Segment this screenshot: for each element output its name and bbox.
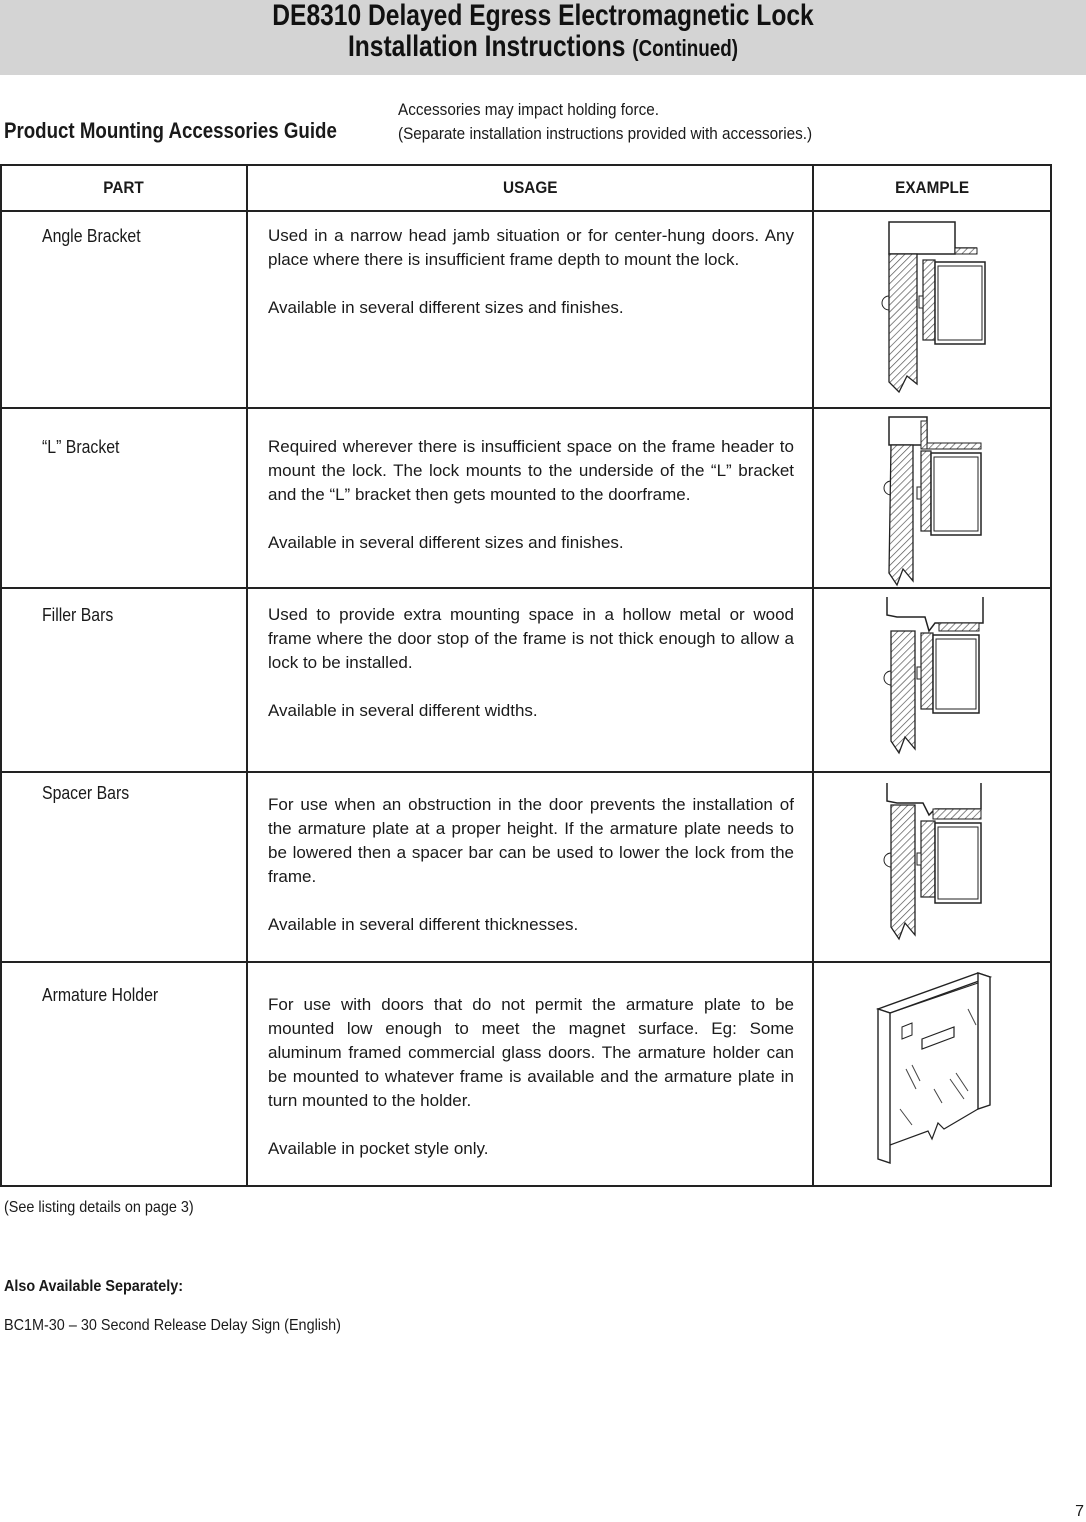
table-row bbox=[1, 408, 1051, 588]
availability-text: Available in several different widths. bbox=[268, 701, 538, 720]
guide-note bbox=[398, 98, 812, 146]
part-name: “L” Bracket bbox=[42, 437, 120, 457]
header-title-line2 bbox=[98, 31, 989, 64]
table-row bbox=[1, 772, 1051, 962]
part-name: Armature Holder bbox=[42, 985, 159, 1005]
col-header-usage bbox=[247, 165, 813, 211]
part-name: Filler Bars bbox=[42, 605, 114, 625]
header-title-main: Installation Instructions bbox=[347, 30, 626, 63]
l-bracket-illustration bbox=[877, 415, 987, 587]
col-header-part bbox=[1, 165, 247, 211]
header-title-line1: DE8310 Delayed Egress Electromagnetic Lock bbox=[272, 0, 814, 32]
example-cell bbox=[813, 962, 1051, 1186]
col-header-part-text: PART bbox=[103, 178, 145, 197]
example-cell bbox=[813, 588, 1051, 772]
part-name: Angle Bracket bbox=[42, 226, 141, 246]
page-header bbox=[0, 0, 1086, 75]
filler-bars-illustration bbox=[877, 595, 987, 755]
usage-text: Required wherever there is insufficient space on the frame header to mount the lock. The lock mounts to the underside of the “L” bracket and the “L” bracket then gets mounted to the doorframe. bbox=[268, 437, 794, 504]
page-number: 7 bbox=[1075, 1503, 1084, 1520]
availability-text: Available in several different sizes and finishes. bbox=[268, 533, 624, 552]
part-cell bbox=[1, 211, 247, 408]
accessories-table bbox=[0, 164, 1052, 1187]
example-cell bbox=[813, 408, 1051, 588]
usage-cell bbox=[247, 211, 813, 408]
part-name: Spacer Bars bbox=[42, 783, 130, 803]
usage-cell bbox=[247, 408, 813, 588]
usage-text: Used to provide extra mounting space in a hollow metal or wood frame where the door stop of the frame is not thick enough to allow a lock to be installed. bbox=[268, 605, 794, 672]
usage-cell bbox=[247, 772, 813, 962]
availability-text: Available in several different thicknesses. bbox=[268, 915, 579, 934]
also-available-item: BC1M-30 – 30 Second Release Delay Sign (English) bbox=[4, 1317, 341, 1334]
guide-note-line1: Accessories may impact holding force. bbox=[398, 100, 660, 119]
guide-note-line2: (Separate installation instructions provided with accessories.) bbox=[398, 124, 813, 143]
availability-text: Available in several different sizes and finishes. bbox=[268, 298, 624, 317]
usage-text: For use with doors that do not permit the armature plate to be mounted low enough to meet the magnet surface. Eg: Some aluminum framed commercial glass doors. The armature holder can be mounted to whatever frame is available and the armature plate in turn mounted to the holder. bbox=[268, 995, 794, 1110]
table-row bbox=[1, 211, 1051, 408]
example-cell bbox=[813, 211, 1051, 408]
part-cell bbox=[1, 408, 247, 588]
example-cell bbox=[813, 772, 1051, 962]
part-cell bbox=[1, 962, 247, 1186]
footnote: (See listing details on page 3) bbox=[4, 1199, 194, 1216]
table-header-row bbox=[1, 165, 1051, 211]
also-available-label: Also Available Separately: bbox=[4, 1278, 184, 1295]
armature-holder-illustration bbox=[872, 969, 992, 1165]
header-title-suffix: (Continued) bbox=[632, 35, 739, 61]
col-header-example-text: EXAMPLE bbox=[895, 178, 969, 197]
angle-bracket-illustration bbox=[877, 218, 987, 394]
guide-title: Product Mounting Accessories Guide bbox=[4, 118, 337, 143]
usage-text: Used in a narrow head jamb situation or for center-hung doors. Any place where there is insufficient frame depth to mount the lock. bbox=[268, 226, 794, 269]
col-header-usage-text: USAGE bbox=[502, 178, 558, 197]
availability-text: Available in pocket style only. bbox=[268, 1139, 489, 1158]
table-row bbox=[1, 962, 1051, 1186]
table-row bbox=[1, 588, 1051, 772]
usage-text: For use when an obstruction in the door prevents the installation of the armature plate at a proper height. If the armature plate needs to be lowered then a spacer bar can be used to lower the lock from the frame. bbox=[268, 795, 794, 886]
usage-cell bbox=[247, 588, 813, 772]
usage-cell bbox=[247, 962, 813, 1186]
part-cell bbox=[1, 772, 247, 962]
part-cell bbox=[1, 588, 247, 772]
col-header-example bbox=[813, 165, 1051, 211]
spacer-bars-illustration bbox=[877, 779, 987, 941]
